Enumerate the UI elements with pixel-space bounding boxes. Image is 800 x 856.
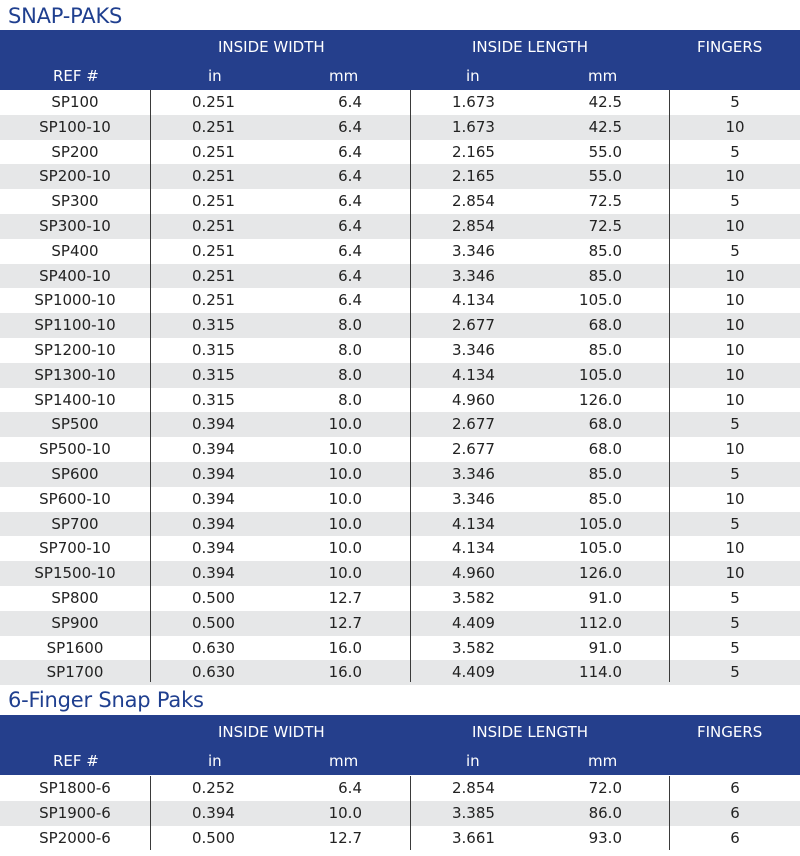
ref-cell: SP1400-10 [34,390,116,409]
fingers-cell: 5 [730,415,740,434]
fingers-cell: 10 [725,266,745,285]
table-row [0,462,800,487]
ref-cell: SP1300-10 [34,365,116,384]
length-mm-cell: 105.0 [579,365,622,384]
length-mm-cell: 114.0 [579,663,622,682]
length-in-cell: 2.854 [452,779,495,797]
length-in-cell: 2.854 [452,192,495,211]
table-row [0,388,800,413]
length-mm-cell: 105.0 [579,539,622,558]
length-in-cell: 2.677 [452,440,495,459]
header-length-in: in [466,752,480,770]
length-mm-cell: 68.0 [588,316,622,335]
ref-cell: SP1900-6 [39,803,111,822]
table-row [0,264,800,289]
length-in-cell: 3.661 [452,828,495,847]
width-mm-cell: 6.4 [338,216,362,235]
column-divider [410,776,411,850]
length-in-cell: 2.677 [452,415,495,434]
length-mm-cell: 85.0 [588,464,622,483]
table-row [0,487,800,512]
length-in-cell: 4.134 [452,365,495,384]
table-body [0,90,800,685]
length-mm-cell: 126.0 [579,390,622,409]
width-in-cell: 0.251 [192,241,235,260]
width-in-cell: 0.630 [192,638,235,657]
table-row [0,338,800,363]
ref-cell: SP1700 [46,663,104,682]
width-mm-cell: 10.0 [328,539,362,558]
length-mm-cell: 91.0 [588,638,622,657]
ref-cell: SP700-10 [39,539,111,558]
width-mm-cell: 8.0 [338,340,362,359]
header-fingers: FINGERS [697,723,763,741]
length-in-cell: 3.346 [452,464,495,483]
header-ref: REF # [53,67,99,85]
length-in-cell: 2.165 [452,142,495,161]
length-mm-cell: 112.0 [579,613,622,632]
fingers-cell: 10 [725,117,745,136]
table-row [0,636,800,661]
ref-cell: SP400 [51,241,99,260]
width-in-cell: 0.500 [192,613,235,632]
ref-cell: SP400-10 [39,266,111,285]
header-width-in: in [208,67,222,85]
table-row [0,826,800,851]
width-mm-cell: 16.0 [328,663,362,682]
table-row [0,611,800,636]
ref-cell: SP700 [51,514,99,533]
fingers-cell: 5 [730,638,740,657]
width-mm-cell: 10.0 [328,464,362,483]
column-divider [150,776,151,850]
length-in-cell: 3.346 [452,340,495,359]
table-row [0,140,800,165]
header-ref: REF # [53,752,99,770]
section-title-6-finger-snap-paks: 6-Finger Snap Paks [8,688,204,712]
table-row [0,437,800,462]
column-divider [150,90,151,682]
width-in-cell: 0.394 [192,464,235,483]
length-mm-cell: 55.0 [588,142,622,161]
ref-cell: SP300 [51,192,99,211]
length-in-cell: 4.134 [452,539,495,558]
width-mm-cell: 6.4 [338,779,362,797]
fingers-cell: 10 [725,365,745,384]
header-width-mm: mm [329,67,359,85]
length-mm-cell: 72.5 [588,216,622,235]
table-row [0,239,800,264]
header-length-mm: mm [588,752,618,770]
fingers-cell: 5 [730,588,740,607]
ref-cell: SP200 [51,142,99,161]
table-row [0,776,800,801]
ref-cell: SP900 [51,613,99,632]
ref-cell: SP1200-10 [34,340,116,359]
table-row [0,586,800,611]
width-in-cell: 0.251 [192,117,235,136]
header-width-mm: mm [329,752,359,770]
table-body [0,776,800,850]
header-length-in: in [466,67,480,85]
table-header [0,30,800,90]
ref-cell: SP300-10 [39,216,111,235]
fingers-cell: 10 [725,539,745,558]
table-row [0,164,800,189]
fingers-cell: 5 [730,192,740,211]
width-mm-cell: 10.0 [328,564,362,583]
fingers-cell: 10 [725,489,745,508]
length-in-cell: 3.582 [452,638,495,657]
width-mm-cell: 10.0 [328,489,362,508]
header-inside-width: INSIDE WIDTH [218,723,325,741]
table-row [0,512,800,537]
width-in-cell: 0.251 [192,167,235,186]
fingers-cell: 10 [725,291,745,310]
width-in-cell: 0.251 [192,291,235,310]
width-mm-cell: 8.0 [338,316,362,335]
fingers-cell: 10 [725,167,745,186]
width-mm-cell: 6.4 [338,142,362,161]
ref-cell: SP1600 [46,638,104,657]
width-in-cell: 0.630 [192,663,235,682]
column-divider [669,90,670,682]
fingers-cell: 5 [730,93,740,111]
length-mm-cell: 55.0 [588,167,622,186]
length-in-cell: 4.960 [452,390,495,409]
width-mm-cell: 6.4 [338,167,362,186]
length-in-cell: 4.134 [452,291,495,310]
length-in-cell: 2.165 [452,167,495,186]
header-inside-length: INSIDE LENGTH [472,723,588,741]
width-in-cell: 0.315 [192,390,235,409]
width-in-cell: 0.251 [192,93,235,111]
width-in-cell: 0.394 [192,539,235,558]
length-mm-cell: 85.0 [588,340,622,359]
width-mm-cell: 12.7 [328,613,362,632]
table-row [0,115,800,140]
width-in-cell: 0.315 [192,340,235,359]
header-fingers: FINGERS [697,38,763,56]
fingers-cell: 5 [730,142,740,161]
ref-cell: SP600 [51,464,99,483]
length-mm-cell: 86.0 [588,803,622,822]
header-inside-width: INSIDE WIDTH [218,38,325,56]
length-in-cell: 4.409 [452,613,495,632]
fingers-cell: 10 [725,216,745,235]
length-in-cell: 1.673 [452,93,495,111]
ref-cell: SP800 [51,588,99,607]
fingers-cell: 5 [730,464,740,483]
fingers-cell: 5 [730,663,740,682]
ref-cell: SP2000-6 [39,828,111,847]
length-mm-cell: 91.0 [588,588,622,607]
fingers-cell: 10 [725,340,745,359]
width-in-cell: 0.500 [192,828,235,847]
width-mm-cell: 10.0 [328,415,362,434]
header-inside-length: INSIDE LENGTH [472,38,588,56]
column-divider [410,90,411,682]
length-in-cell: 4.409 [452,663,495,682]
table-row [0,288,800,313]
width-mm-cell: 6.4 [338,266,362,285]
ref-cell: SP100-10 [39,117,111,136]
length-in-cell: 4.960 [452,564,495,583]
width-mm-cell: 12.7 [328,588,362,607]
width-mm-cell: 6.4 [338,241,362,260]
length-mm-cell: 42.5 [588,117,622,136]
width-mm-cell: 6.4 [338,291,362,310]
width-in-cell: 0.500 [192,588,235,607]
width-in-cell: 0.251 [192,216,235,235]
length-in-cell: 4.134 [452,514,495,533]
ref-cell: SP1000-10 [34,291,116,310]
length-in-cell: 1.673 [452,117,495,136]
width-mm-cell: 6.4 [338,192,362,211]
header-length-mm: mm [588,67,618,85]
length-mm-cell: 72.5 [588,192,622,211]
width-mm-cell: 8.0 [338,365,362,384]
ref-cell: SP600-10 [39,489,111,508]
fingers-cell: 5 [730,241,740,260]
width-mm-cell: 8.0 [338,390,362,409]
ref-cell: SP100 [51,93,99,111]
fingers-cell: 5 [730,613,740,632]
fingers-cell: 6 [730,828,740,847]
length-in-cell: 2.854 [452,216,495,235]
ref-cell: SP200-10 [39,167,111,186]
length-mm-cell: 105.0 [579,514,622,533]
length-mm-cell: 105.0 [579,291,622,310]
width-in-cell: 0.394 [192,440,235,459]
fingers-cell: 10 [725,440,745,459]
fingers-cell: 5 [730,514,740,533]
ref-cell: SP1500-10 [34,564,116,583]
ref-cell: SP1800-6 [39,779,111,797]
column-divider [669,776,670,850]
length-mm-cell: 85.0 [588,489,622,508]
width-in-cell: 0.251 [192,142,235,161]
table-row [0,801,800,826]
table-row [0,363,800,388]
section-title-snap-paks: SNAP-PAKS [8,4,123,28]
length-mm-cell: 42.5 [588,93,622,111]
length-mm-cell: 126.0 [579,564,622,583]
length-mm-cell: 85.0 [588,241,622,260]
length-in-cell: 3.346 [452,241,495,260]
width-in-cell: 0.394 [192,489,235,508]
width-in-cell: 0.315 [192,316,235,335]
fingers-cell: 6 [730,779,740,797]
length-in-cell: 3.346 [452,266,495,285]
table-row [0,313,800,338]
table-row [0,536,800,561]
length-mm-cell: 72.0 [588,779,622,797]
table-row [0,561,800,586]
table-row [0,90,800,115]
ref-cell: SP500-10 [39,440,111,459]
width-in-cell: 0.394 [192,803,235,822]
length-mm-cell: 93.0 [588,828,622,847]
width-in-cell: 0.394 [192,514,235,533]
width-mm-cell: 10.0 [328,514,362,533]
ref-cell: SP500 [51,415,99,434]
length-in-cell: 3.385 [452,803,495,822]
length-in-cell: 3.346 [452,489,495,508]
fingers-cell: 10 [725,564,745,583]
width-in-cell: 0.394 [192,564,235,583]
width-mm-cell: 12.7 [328,828,362,847]
ref-cell: SP1100-10 [34,316,116,335]
width-mm-cell: 6.4 [338,117,362,136]
width-mm-cell: 10.0 [328,440,362,459]
width-in-cell: 0.315 [192,365,235,384]
fingers-cell: 6 [730,803,740,822]
table-row [0,412,800,437]
length-mm-cell: 68.0 [588,415,622,434]
width-mm-cell: 16.0 [328,638,362,657]
length-mm-cell: 68.0 [588,440,622,459]
width-mm-cell: 6.4 [338,93,362,111]
table-row [0,189,800,214]
length-in-cell: 3.582 [452,588,495,607]
table-row [0,660,800,685]
length-in-cell: 2.677 [452,316,495,335]
table-row [0,214,800,239]
fingers-cell: 10 [725,390,745,409]
width-in-cell: 0.251 [192,266,235,285]
width-in-cell: 0.252 [192,779,235,797]
fingers-cell: 10 [725,316,745,335]
length-mm-cell: 85.0 [588,266,622,285]
table-header [0,715,800,775]
width-in-cell: 0.251 [192,192,235,211]
width-in-cell: 0.394 [192,415,235,434]
width-mm-cell: 10.0 [328,803,362,822]
header-width-in: in [208,752,222,770]
